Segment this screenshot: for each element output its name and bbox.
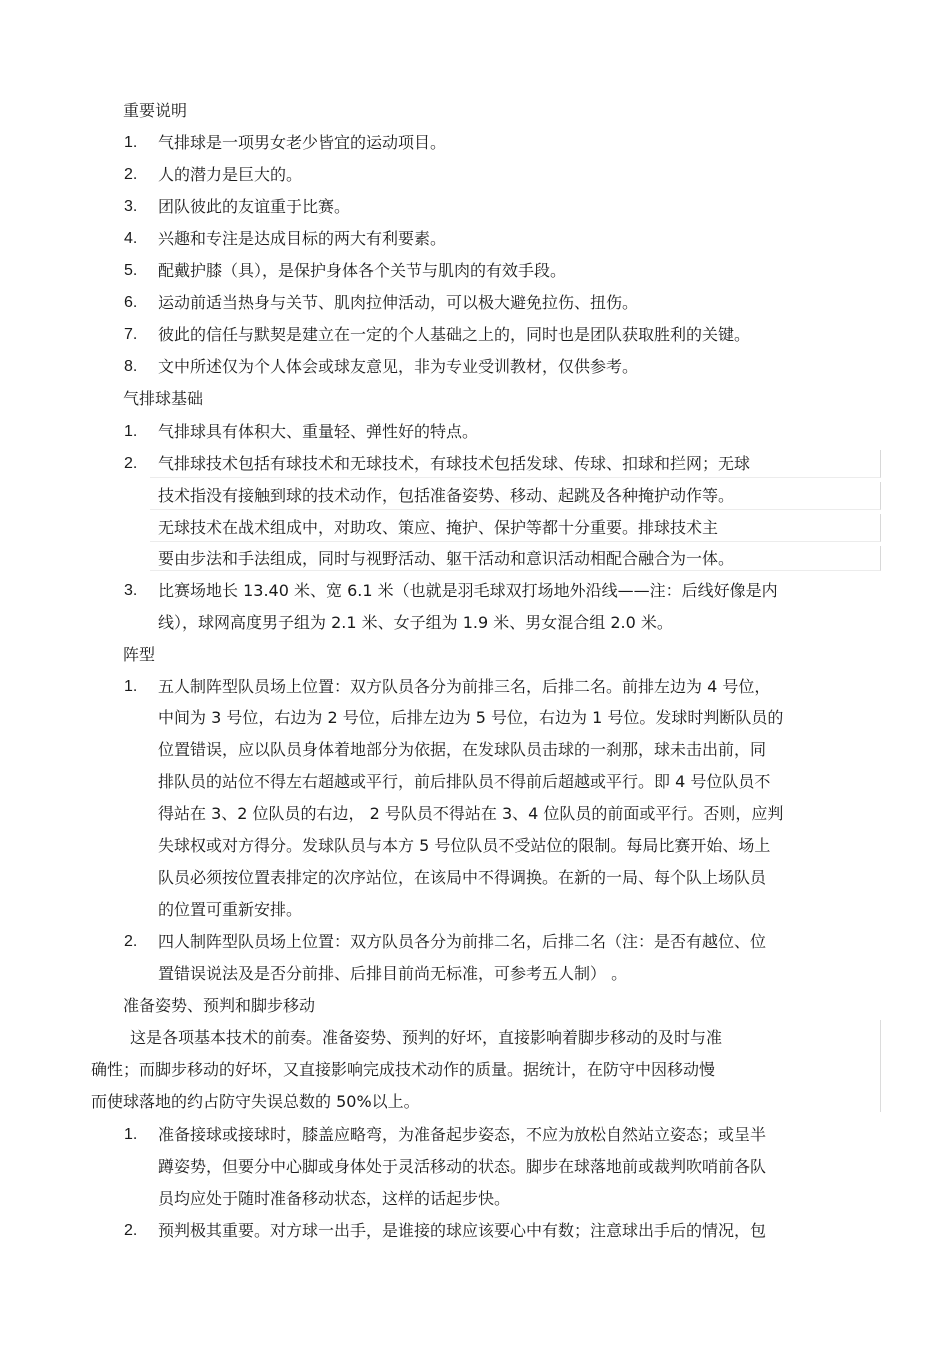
section-heading-important: 重要说明: [123, 101, 188, 120]
section-heading-stance: 准备姿势、预判和脚步移动: [123, 996, 316, 1015]
list-number: 3.: [124, 198, 138, 215]
list-item-text: 彼此的信任与默契是建立在一定的个人基础之上的，同时也是团队获取胜利的关键。: [158, 325, 751, 344]
list-item-text: 的位置可重新安排。: [158, 900, 303, 919]
list-item-text: 五人制阵型队员场上位置：双方队员各分为前排三名，后排二名。前排左边为 4 号位，: [158, 677, 771, 696]
list-number: 2.: [124, 166, 138, 183]
list-number: 2.: [124, 455, 138, 472]
text-box-edge: [880, 1020, 881, 1112]
list-item-text: 预判极其重要。对方球一出手，是谁接的球应该要心中有数；注意球出手后的情况，包: [158, 1221, 767, 1240]
list-item-text: 中间为 3 号位，右边为 2 号位，后排左边为 5 号位，右边为 1 号位。发球时判断队员的: [158, 708, 784, 727]
list-number: 1.: [124, 1126, 138, 1143]
list-number: 7.: [124, 326, 138, 343]
list-item-text: 文中所述仅为个人体会或球友意见，非为专业受训教材，仅供参考。: [158, 357, 639, 376]
list-number: 6.: [124, 294, 138, 311]
paragraph-line: 而使球落地的约占防守失误总数的 50%以上。: [91, 1092, 420, 1111]
list-item-text: 队员必须按位置表排定的次序站位，在该局中不得调换。在新的一局、每个队上场队员: [158, 868, 767, 887]
list-item-text: 要由步法和手法组成，同时与视野活动、躯干活动和意识活动相配合融合为一体。: [158, 549, 735, 568]
list-number: 8.: [124, 358, 138, 375]
list-number: 1.: [124, 134, 138, 151]
list-item-text: 比赛场地长 13.40 米、宽 6.1 米（也就是羽毛球双打场地外沿线——注：后线好像是内: [158, 581, 778, 600]
list-item-text: 员均应处于随时准备移动状态，这样的话起步快。: [158, 1189, 511, 1208]
list-item-text: 位置错误，应以队员身体着地部分为依据，在发球队员击球的一刹那，球未击出前，同: [158, 740, 767, 759]
list-item-text: 运动前适当热身与关节、肌肉拉伸活动，可以极大避免拉伤、扭伤。: [158, 293, 639, 312]
list-number: 2.: [124, 1222, 138, 1239]
list-item-text: 兴趣和专注是达成目标的两大有利要素。: [158, 229, 447, 248]
list-number: 1.: [124, 678, 138, 695]
list-item-text: 四人制阵型队员场上位置：双方队员各分为前排二名，后排二名（注：是否有越位、位: [158, 932, 767, 951]
list-item-text: 无球技术在战术组成中，对助攻、策应、掩护、保护等都十分重要。排球技术主: [158, 518, 719, 537]
list-item-text: 气排球具有体积大、重量轻、弹性好的特点。: [158, 422, 479, 441]
paragraph-line: 确性；而脚步移动的好坏，又直接影响完成技术动作的质量。据统计，在防守中因移动慢: [91, 1060, 716, 1079]
list-item-text: 置错误说法及是否分前排、后排目前尚无标准，可参考五人制） 。: [158, 964, 628, 983]
list-number: 1.: [124, 423, 138, 440]
list-item-text: 人的潜力是巨大的。: [158, 165, 303, 184]
list-item-text: 蹲姿势，但要分中心脚或身体处于灵活移动的状态。脚步在球落地前或裁判吹哨前各队: [158, 1157, 767, 1176]
list-item-text: 技术指没有接触到球的技术动作，包括准备姿势、移动、起跳及各种掩护动作等。: [158, 486, 735, 505]
list-number: 5.: [124, 262, 138, 279]
list-item-text: 团队彼此的友谊重于比赛。: [158, 197, 351, 216]
list-number: 2.: [124, 933, 138, 950]
section-heading-basics: 气排球基础: [123, 389, 204, 408]
paragraph-line: 这是各项基本技术的前奏。准备姿势、预判的好坏，直接影响着脚步移动的及时与准: [130, 1028, 723, 1047]
list-item-text: 准备接球或接球时，膝盖应略弯，为准备起步姿态，不应为放松自然站立姿态；或呈半: [158, 1125, 767, 1144]
list-item-text: 排队员的站位不得左右超越或平行，前后排队员不得前后超越或平行。即 4 号位队员不: [158, 772, 771, 791]
list-item-text: 气排球技术包括有球技术和无球技术，有球技术包括发球、传球、扣球和拦网；无球: [158, 454, 751, 473]
list-item-text: 气排球是一项男女老少皆宜的运动项目。: [158, 133, 447, 152]
list-number: 3.: [124, 582, 138, 599]
list-item-text: 得站在 3、2 位队员的右边， 2 号队员不得站在 3、4 位队员的前面或平行。否则，应判: [158, 804, 784, 823]
list-item-text: 失球权或对方得分。发球队员与本方 5 号位队员不受站位的限制。每局比赛开始、场上: [158, 836, 771, 855]
list-item-text: 配戴护膝（具），是保护身体各个关节与肌肉的有效手段。: [158, 261, 567, 280]
section-heading-formation: 阵型: [123, 645, 156, 664]
list-number: 4.: [124, 230, 138, 247]
list-item-text: 线），球网高度男子组为 2.1 米、女子组为 1.9 米、男女混合组 2.0 米。: [158, 613, 673, 632]
